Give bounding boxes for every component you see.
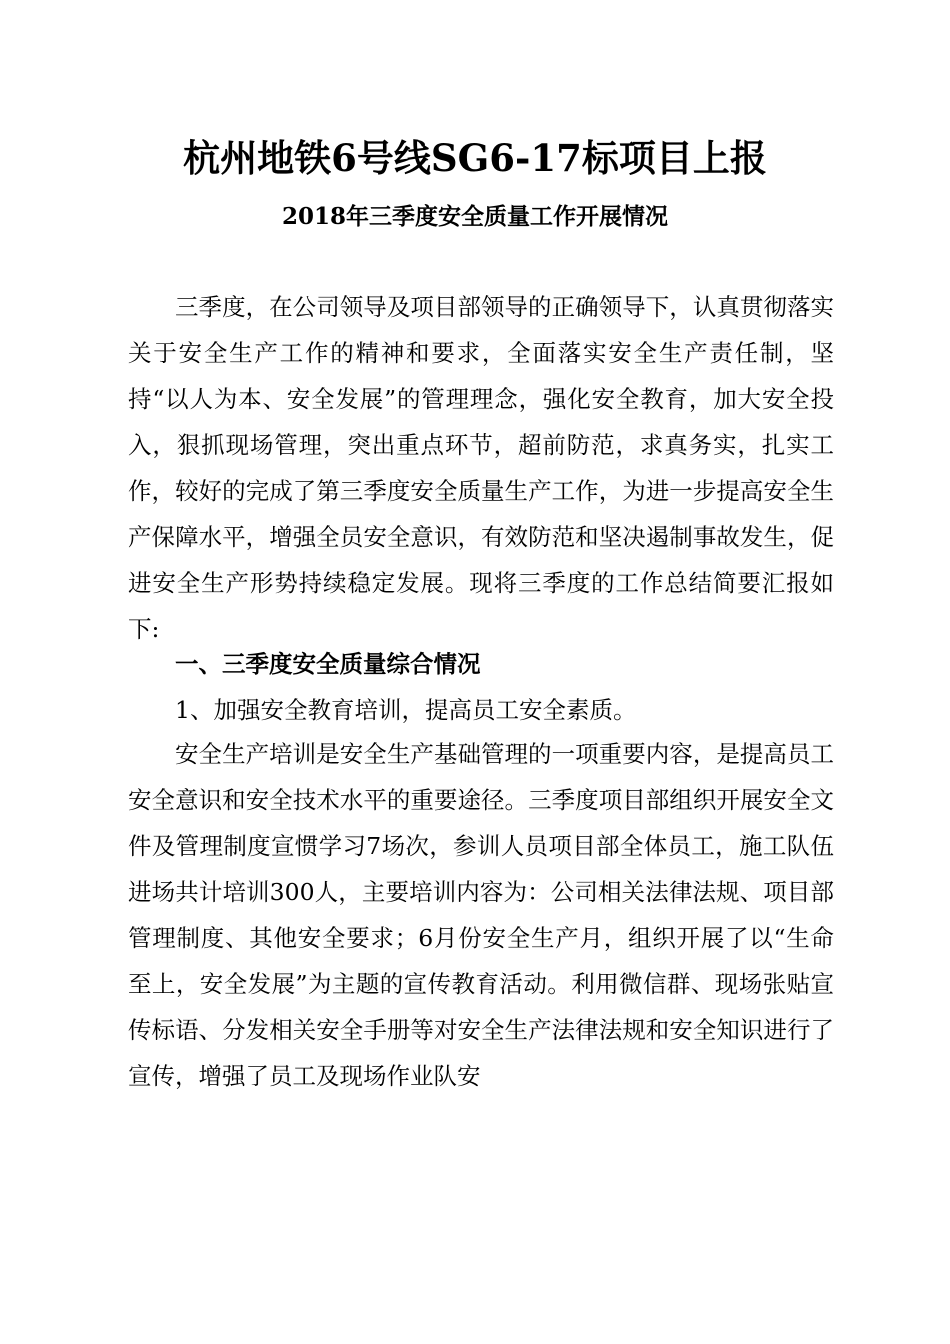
document-title: 杭州地铁6号线SG6-17标项目上报 [183, 136, 767, 180]
section-heading: 一、三季度安全质量综合情况 [175, 650, 481, 678]
paragraph-intro: 三季度，在公司领导及项目部领导的正确领导下，认真贯彻落实关于安全生产工作的精神和要求，全面落实安全生产责任制，坚持“以人为本、安全发展”的管理理念，强化安全教育，加大安全投入，狠抓现场管理，突出重点环节，超前防范，求真务实，扎实工作，较好的完成了第三季度安全质量生产工作，为进一步提高安全生产保障水平，增强全员安全意识，有效防范和坚决遏制事故发生，促进安全生产形势持续稳定发展。现将三季度的工作总结简要汇报如下: [128, 293, 834, 643]
document-subtitle: 2018年三季度安全质量工作开展情况 [281, 203, 668, 230]
list-item: 1、加强安全教育培训，提高员工安全素质。 [175, 696, 637, 724]
paragraph-training: 安全生产培训是安全生产基础管理的一项重要内容，是提高员工安全意识和安全技术水平的重要途径。三季度项目部组织开展安全文件及管理制度宣惯学习7场次，参训人员项目部全体员工，施工队伍进场共计培训300人，主要培训内容为：公司相关法律法规、项目部管理制度、其他安全要求；6月份安全生产月，组织开展了以“生命至上，安全发展”为主题的宣传教育活动。利用微信群、现场张贴宣传标语、分发相关安全手册等对安全生产法律法规和安全知识进行了宣传，增强了员工及现场作业队安 [128, 740, 834, 1090]
